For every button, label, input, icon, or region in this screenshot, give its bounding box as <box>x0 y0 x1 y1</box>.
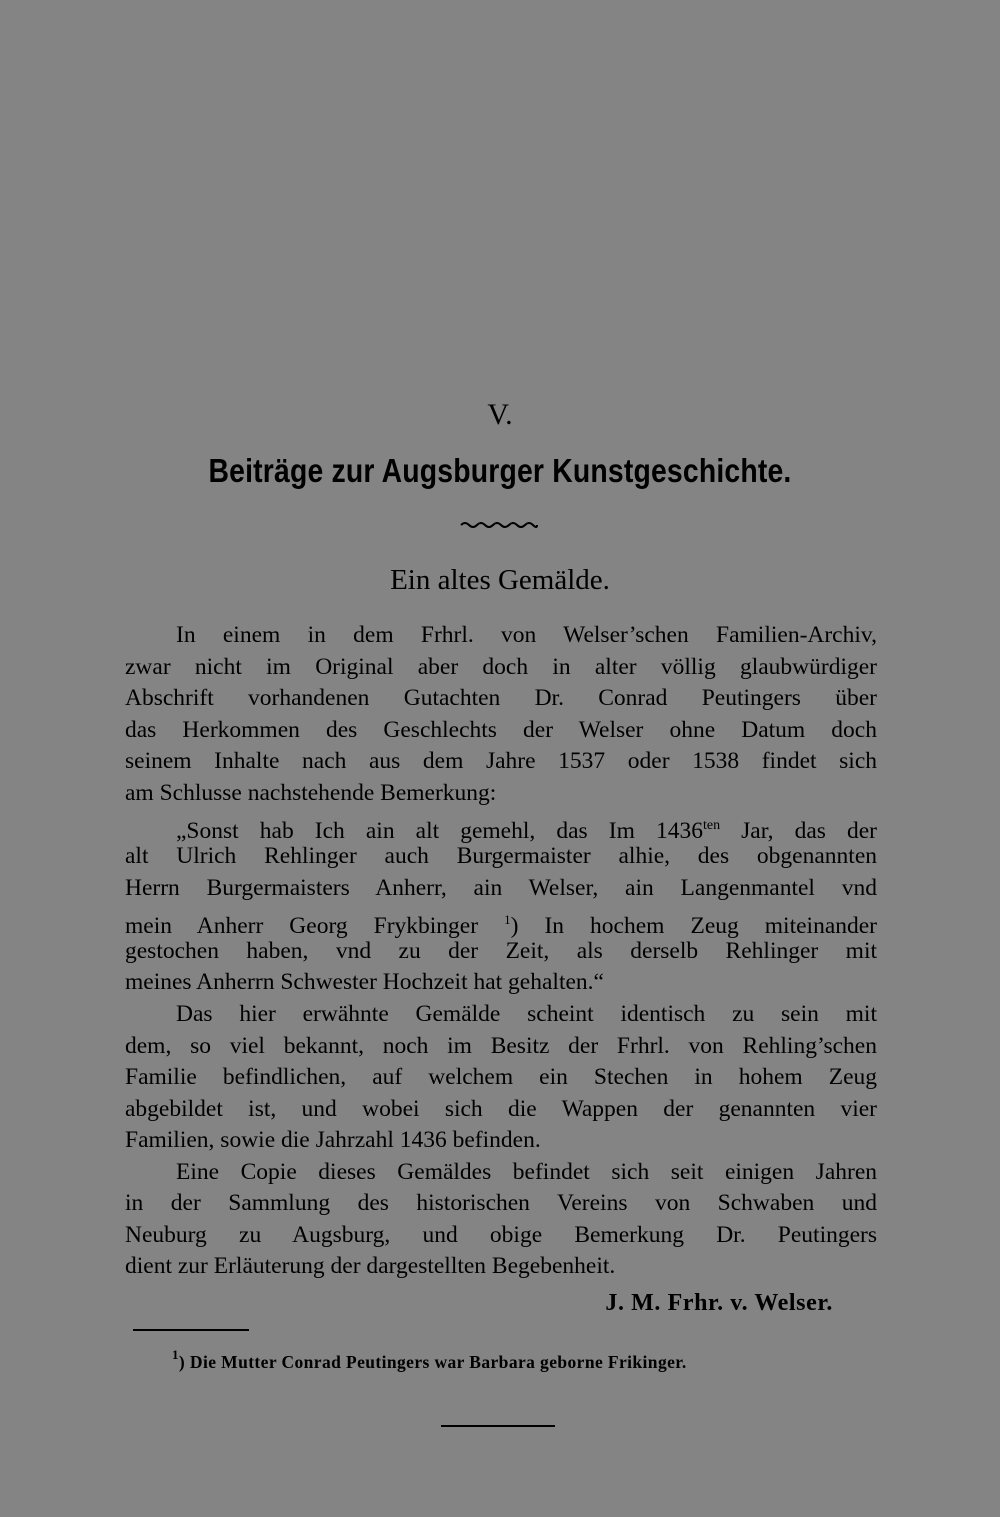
footnote-divider <box>133 1329 249 1331</box>
text-segment: Jar, das der <box>720 818 877 844</box>
chapter-title: Beiträge zur Augsburger Kunstgeschichte. <box>208 452 792 489</box>
footnote-reference: 1 <box>504 912 511 927</box>
text-line: abgebildet ist, und wobei sich die Wappen der genannten vier <box>125 1096 877 1122</box>
text-segment: ) In hochem Zeug miteinander <box>510 913 878 939</box>
footnote-text: ) Die Mutter Conrad Peutingers war Barbara geborne Frikinger. <box>178 1352 687 1372</box>
text-segment: mein Anherr Georg Frykbinger <box>125 913 479 939</box>
text-line: Eine Copie dieses Gemäldes befindet sich seit einigen Jahren <box>176 1159 877 1185</box>
text-line: zwar nicht im Original aber doch in alter völlig glaubwürdiger <box>125 654 877 680</box>
text-line: Abschrift vorhandenen Gutachten Dr. Conrad Peutingers über <box>125 685 877 711</box>
text-line: Das hier erwähnte Gemälde scheint identisch zu sein mit <box>176 1001 877 1027</box>
text-line: seinem Inhalte nach aus dem Jahre 1537 oder 1538 findet sich <box>125 748 877 774</box>
text-line: das Herkommen des Geschlechts der Welser ohne Datum doch <box>125 717 877 743</box>
section-title: Ein altes Gemälde. <box>390 564 610 596</box>
end-divider <box>441 1425 555 1427</box>
text-line: Familien, sowie die Jahrzahl 1436 befinden. <box>125 1127 541 1153</box>
ordinal-superscript: ten <box>702 818 721 833</box>
text-line: am Schlusse nachstehende Bemerkung: <box>125 780 497 806</box>
text-line: Familie befindlichen, auf welchem ein Stechen in hohem Zeug <box>125 1064 877 1090</box>
title-ornament <box>459 518 539 530</box>
text-line: Neuburg zu Augsburg, und obige Bemerkung Dr. Peutingers <box>125 1222 877 1248</box>
text-line: In einem in dem Frhrl. von Welser’schen Familien-Archiv, <box>176 622 877 648</box>
text-line: in der Sammlung des historischen Vereins von Schwaben und <box>125 1190 877 1216</box>
text-line: meines Anherrn Schwester Hochzeit hat gehalten.“ <box>125 969 604 995</box>
author-signature: J. M. Frhr. v. Welser. <box>605 1290 833 1316</box>
text-segment: „Sonst hab Ich ain alt gemehl, das Im 1436 <box>176 818 703 844</box>
text-line: dient zur Erläuterung der dargestellten Begebenheit. <box>125 1253 616 1279</box>
text-line: Herrn Burgermaisters Anherr, ain Welser, ain Langenmantel vnd <box>125 875 877 901</box>
text-line: dem, so viel bekannt, noch im Besitz der Frhrl. von Rehling’schen <box>125 1033 877 1059</box>
footnote-marker: 1 <box>172 1347 179 1362</box>
chapter-numeral: V. <box>487 398 513 431</box>
text-line: gestochen haben, vnd zu der Zeit, als derselb Rehlinger mit <box>125 938 877 964</box>
text-line: alt Ulrich Rehlinger auch Burgermaister alhie, des obgenannten <box>125 843 877 869</box>
footnote <box>172 1347 687 1373</box>
